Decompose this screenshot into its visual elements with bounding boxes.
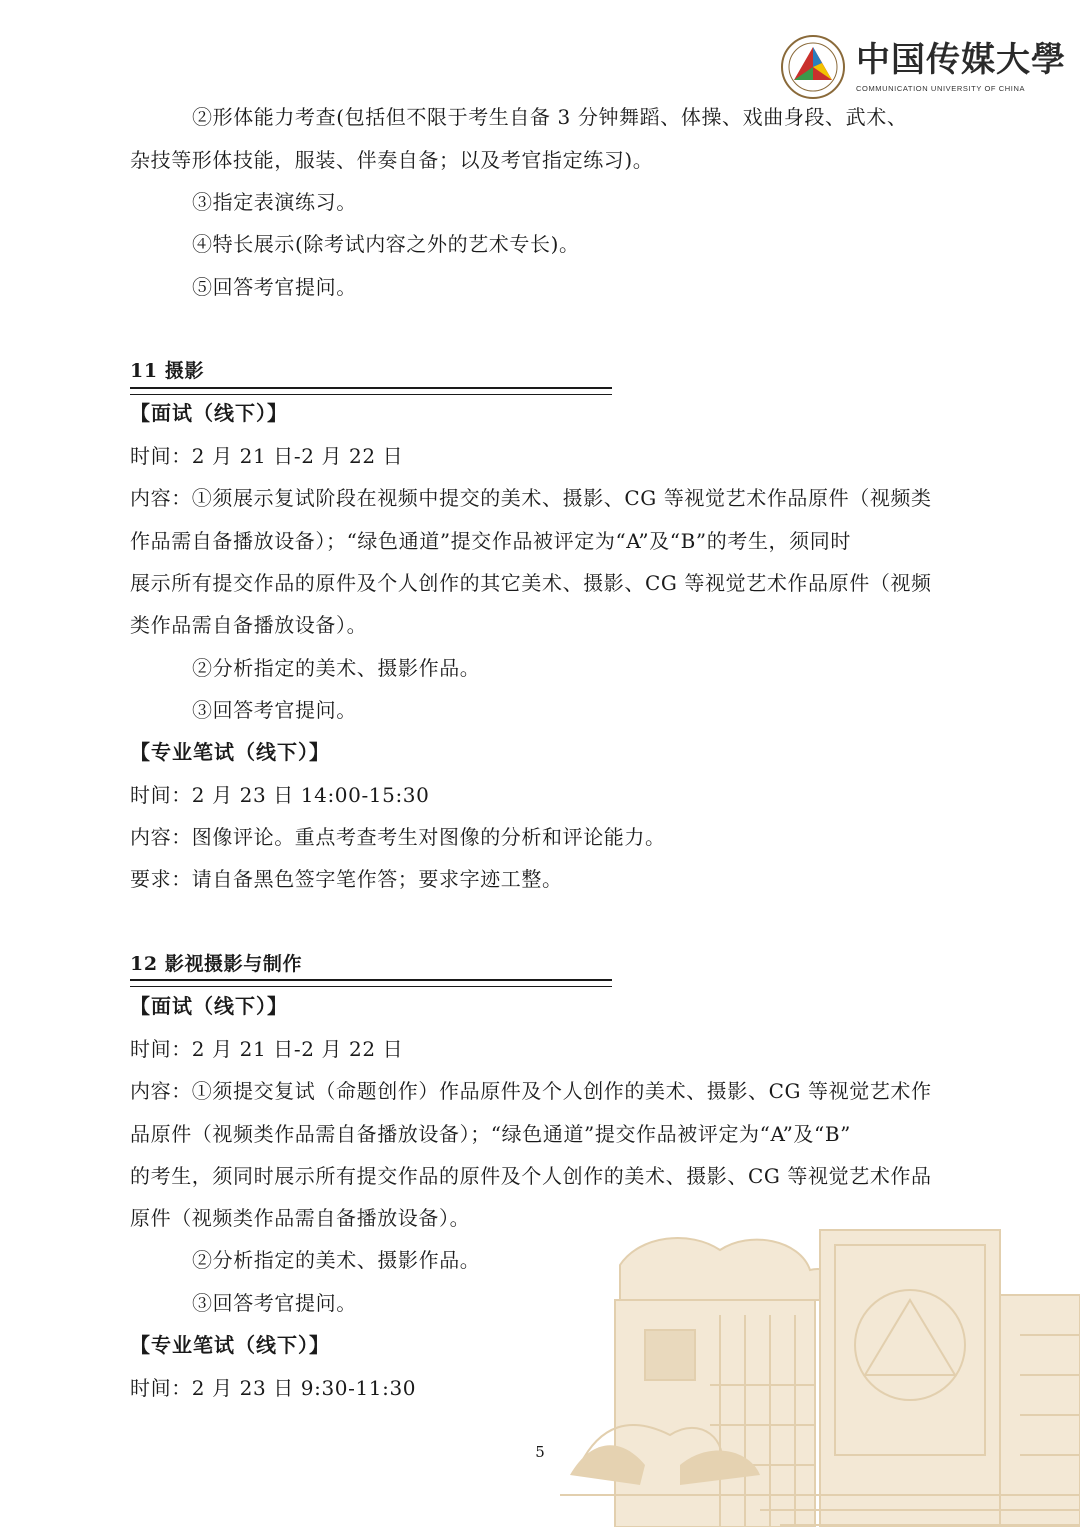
intro-line: ②形体能力考查(包括但不限于考生自备 3 分钟舞蹈、体操、戏曲身段、武术、 [192,105,908,129]
section-12-title: 12 影视摄影与制作 [130,953,303,975]
section-11-interview-content: 内容：①须展示复试阶段在视频中提交的美术、摄影、CG 等视觉艺术作品原件（视频类 [130,486,932,510]
section-divider [130,979,612,987]
section-12-interview-content: 的考生，须同时展示所有提交作品的原件及个人创作的美术、摄影、CG 等视觉艺术作品 [130,1164,932,1188]
section-12-written-heading: 【专业笔试（线下）】 [130,1333,330,1357]
section-11-item-2: ②分析指定的美术、摄影作品。 [192,656,481,680]
section-11-interview-content: 展示所有提交作品的原件及个人创作的其它美术、摄影、CG 等视觉艺术作品原件（视频 [130,571,932,595]
logo-chinese-name: 中国传媒大學 [856,40,1066,80]
cuc-triangle-emblem-icon [780,34,846,100]
section-11-interview-time: 时间：2 月 21 日-2 月 22 日 [130,444,404,468]
section-12-interview-content: 原件（视频类作品需自备播放设备）。 [130,1206,471,1230]
intro-line: ③指定表演练习。 [192,190,357,214]
section-12-written-time: 时间：2 月 23 日 9:30-11:30 [130,1376,417,1400]
section-11-title: 11 摄影 [130,360,205,382]
section-12-interview-content: 品原件（视频类作品需自备播放设备）；“绿色通道”提交作品被评定为“A”及“B” [130,1122,851,1146]
section-12-interview-time: 时间：2 月 21 日-2 月 22 日 [130,1037,404,1061]
section-divider [130,387,612,395]
intro-line: ④特长展示(除考试内容之外的艺术专长)。 [192,232,580,256]
section-12-interview-content: 内容：①须提交复试（命题创作）作品原件及个人创作的美术、摄影、CG 等视觉艺术作 [130,1079,932,1103]
section-12-interview-heading: 【面试（线下）】 [130,994,288,1018]
section-11-item-3: ③回答考官提问。 [192,698,357,722]
intro-line: 杂技等形体技能，服装、伴奏自备；以及考官指定练习)。 [130,148,654,172]
section-11-written-heading: 【专业笔试（线下）】 [130,740,330,764]
section-11-written-requirement: 要求：请自备黑色签字笔作答；要求字迹工整。 [130,867,563,891]
section-11-written-content: 内容：图像评论。重点考查考生对图像的分析和评论能力。 [130,825,666,849]
intro-line: ⑤回答考官提问。 [192,275,357,299]
logo-english-name: COMMUNICATION UNIVERSITY OF CHINA [856,84,1026,93]
section-11-written-time: 时间：2 月 23 日 14:00-15:30 [130,783,430,807]
page-number: 5 [535,1443,545,1461]
section-12-item-3: ③回答考官提问。 [192,1291,357,1315]
section-11-interview-heading: 【面试（线下）】 [130,401,288,425]
section-12-item-2: ②分析指定的美术、摄影作品。 [192,1248,481,1272]
section-11-interview-content: 作品需自备播放设备）；“绿色通道”提交作品被评定为“A”及“B”的考生，须同时 [130,529,851,553]
section-11-interview-content: 类作品需自备播放设备）。 [130,613,368,637]
university-logo [780,34,1066,104]
